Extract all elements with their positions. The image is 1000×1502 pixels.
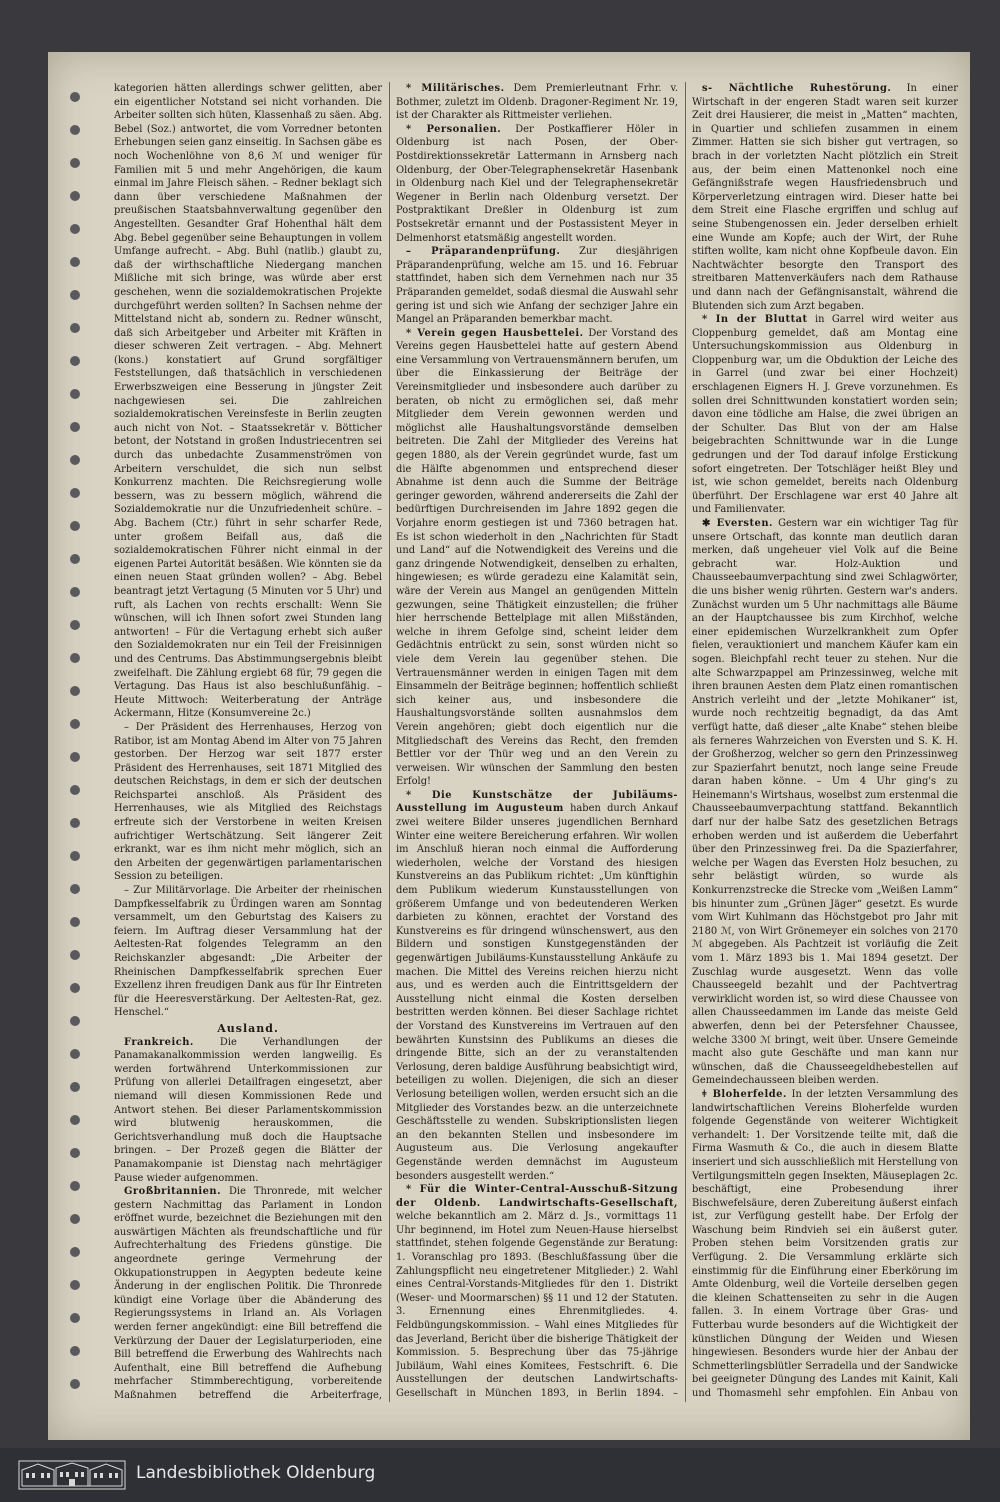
binding-hole [70,785,80,795]
article-heading: * Die Kunstschätze der Jubiläums-Ausstellung im Augusteum [396,789,678,815]
binding-hole [70,1280,80,1290]
article-text: – Zur Militärvorlage. Die Arbeiter der rheinischen Dampfkesselfabrik zu Ürdingen waren am Sonntag versammelt, um den Geburtstag des Kaisers zu feiern. Im Auftrag dieser Versammlung hat der Aeltesten-Rat folgendes Telegramm an den Reichskanzler abgesandt: „Die Arbeiter der Rheinischen Dampfkesselfabrik sprechen Euer Exzellenz ihren freudigen Dank aus für Ihr Eintreten für die Heeresverstärkung. Der Aeltesten-Rat, gez. Henschel.“ [114,885,382,1019]
binding-hole [70,1346,80,1356]
binding-hole [70,488,80,498]
article-heading: * Militärisches. [406,83,505,94]
column-rule [685,82,686,1402]
binding-hole [70,290,80,300]
article-text: Der Vorstand des Vereins gegen Hausbettelei hatte auf gestern Abend eine Versammlung von Vertrauensmännern berufen, um über die Einkassierung der Beiträge der Vereinsmitglieder und insbesondere auch darüber zu beraten, ob nicht zu ermöglichen sei, daß mehr Mitglieder dem Verein gewonnen werden und möglichst alle Haushaltungsvorstände demselben beitreten. Die Zahl der Mitglieder des Vereins hat gegen 1880, als der Verein gegründet wurde, fast um die Hälfte abgenommen und entsprechend dieser Abnahme ist denn auch die Summe der Beiträge geringer geworden, während andererseits die Zahl der bedürftigen Durchreisenden im Jahre 1892 gegen die Vorjahre enorm gestiegen ist und 7360 betragen hat. Es ist schon wiederholt in den „Nachrichten für Stadt und Land“ auf die Notwendigkeit des Vereins und die ganz dringende Notwendigkeit, denselben zu erhalten, hingewiesen; es würde geradezu eine Kalamität sein, wäre der Verein aus Mangel an genügenden Mitteln gezwungen, seine Thätigkeit einzustellen; die früher hier herrschende Bettelplage mit allen Mißständen, welche in ihrem Gefolge sind, scheint leider dem Gedächtnis entrückt zu sein, sonst würden nicht so viele dem Verein lau gegenüber stehen. Die Vertrauensmänner werden in einigen Tagen mit dem Einsammeln der Beiträge beginnen; hoffentlich schließt sich keiner aus, und insbesondere die Haushaltungsvorstände sollten ausnahmslos dem Verein angehören; giebt doch eigentlich nur die Mitgliedschaft des Vereins das Recht, den fremden Bettler vor der Thür weg und an den Verein zu verweisen. Wir wünschen der Sammlung den besten Erfolg! [396,327,678,788]
binding-hole [70,1214,80,1224]
binding-hole [70,620,80,630]
binding-hole [70,1049,80,1059]
article-heading: s- Nächtliche Ruhestörung. [702,83,892,94]
binding-hole [70,818,80,828]
binding-hole [70,554,80,564]
binding-hole [70,1115,80,1125]
binding-hole [70,1016,80,1026]
binding-hole [70,1148,80,1158]
binding-hole [70,521,80,531]
binding-hole [70,389,80,399]
article-text: In der letzten Versammlung des landwirtschaftlichen Vereins Bloherfelde wurden folgende Gegenstände von weiterer Wichtigkeit verhandelt: 1. Der Vorsitzende teilte mit, daß die Firma Wasmuth & Co., die auch in diesem Blatte inseriert und sich ausschließlich mit Herstellung von Vertilgungsmitteln gegen Insekten, Mäuseplagen 2c. beschäftigt, eine Probesendung ihrer Bischwefelsäure, deren Zubereitung äußerst einfach ist, zur Verfügung gestellt habe. Der Erfolg der Waschung beim Rindvieh sei ein äußerst guter. Proben stehen beim Vorsitzenden gratis zur Verfügung. 2. Die Versammlung erklärte sich einstimmig für die Einführung einer Eberkörung im Amte Oldenburg, weil die Vorteile derselben gegen die kleinen Schattenseiten zu sehr in die Augen fallen. 3. In einem Vortrage über Gras- und Futterbau wurde besonders auf die Wichtigkeit der künstlichen Düngung der Weiden und Wiesen hingewiesen. Besonders wurde hier der Anbau der Schmetterlingsblütler Serradella und der Sandwicke bei geeigneter Düngung des Landes mit Kainit, Kali und Thomasmehl sehr empfohlen. Ein Anbau von [692,1088,958,1399]
article-heading: * Für die Winter-Central-Ausschuß-Sitzung der Oldenb. Landwirtschafts-Gesellschaft, [396,1184,678,1209]
binding-hole [70,587,80,597]
article [396,123,678,245]
article-text: kategorien hätten allerdings schwer gelitten, aber ein eigentlicher Notstand sei nicht vorhanden. Die Arbeiter sollten sich hüten, Klassenhaß zu säen. Abg. Bebel (Soz.) antwortet, die vom Vorredner betonten Erhebungen seien ganz einseitig. In Sachsen gäbe es noch Wochenlöhne von 8,6 ℳ und weniger für Familien mit 5 und mehr Angehörigen, die kaum einmal im Jahre Fleisch sähen. – Redner beklagt sich dann über verschiedene Maßnahmen der preußischen Staatsbahnverwaltung gegenüber den Angestellten. Gesandter Graf Hohenthal hält dem Abg. Bebel gegenüber seine Behauptungen in vollem Umfange aufrecht. – Abg. Buhl (natlib.) glaubt zu, daß der wirthschaftliche Niedergang manchen Mißliche mit sich bringe, was würde aber erst geschehen, wenn die sozialdemokratischen Projekte durchgeführt werden sollten? In Sachsen nehme der Mittelstand nicht ab, sondern zu. Redner wünscht, daß sich Arbeitgeber und Arbeiter mit Kräften in dieser schweren Zeit vertragen. – Abg. Mehnert (kons.) konstatiert auf Grund sorgfältiger Feststellungen, daß thatsächlich in verschiedenen Erwerbszweigen eine Besserung in jüngster Zeit nachgewiesen sei. Die zahlreichen sozialdemokratischen Vereinsfeste in Berlin zeugten auch nicht von Not. – Staatssekretär v. Bötticher betont, der Notstand in großen Industriecentren sei durch das unbedachte Zusammenströmen von Arbeitern verschuldet, die sich nun selbst Konkurrenz machten. Die Reichsregierung wolle bessern, was zu bessern möglich, während die Sozialdemokratie nur die Unzufriedenheit schüre. – Abg. Bachem (Ctr.) führt in sehr scharfer Rede, unter großem Beifall aus, daß die sozialdemokratischen Führer nicht einmal in der eigenen Partei Autorität besäßen. Wie könnten sie da einen neuen Staat gründen wollen? – Abg. Bebel beantragt jetzt Vertagung (5 Minuten vor 5 Uhr) und ruft, als Lachen von rechts erschallt: Wenn Sie wünschen, will ich Ihnen sofort zwei Stunden lang antworten! – Für die Vertagung erhebt sich außer den Sozialdemokraten nur ein Teil der Freisinnigen und des Centrums. Das Abstimmungsergebnis bleibt zweifelhaft. Die Zählung ergiebt 68 für, 79 gegen die Vertagung. Das Haus ist also beschlußunfähig. – Heute Mittwoch: Weiterberatung der Anträge Ackermann, Hitze (Konsumvereine 2c.) [114,83,382,720]
article-heading: ✱ Eversten. [702,518,773,529]
binding-hole [70,1082,80,1092]
binding-hole [70,1379,80,1389]
binding-hole [70,257,80,267]
article-text: haben durch Ankauf zwei weitere Bilder unseres jugendlichen Bernhard Winter eine weitere Bereicherung erfahren. Wir wollen im Anschluß hieran noch einmal die Aufforderung wiederholen, welche der Vorstand des hiesigen Kunstvereins an das Publikum richtet: „Um künftighin dem Publikum wiederum Kunstausstellungen von größerem Umfange und von bedeutenderen Werken darbieten zu können, erachtet der Vorstand des Kunstvereins es für dringend wünschenswert, aus den Bildern und sonstigen Kunstgegenständen der gegenwärtigen Jubiläums-Kunstausstellung Ankäufe zu machen. Die Mittel des Vereins reichen hierzu nicht aus, und es werden auch die Eintrittsgeldern der Ausstellung nicht einmal die Kosten derselben bestritten werden können. Bei dieser Sachlage richtet der Vorstand des Kunstvereins im Vertrauen auf den bewährten Kunstsinn des Publikums an dieses die dringende Bitte, sich an der zu veranstaltenden Verlosung, deren baldige Ausführung beabsichtigt wird, beteiligen zu wollen. Diejenigen, die sich an dieser Verlosung beteiligen wollen, werden ersucht sich an die Mitglieder des Vorstandes bezw. an die unterzeichnete Geschäftsstelle zu wenden. Subskriptionslisten liegen an den bekannten Stellen und insbesondere im Augusteum aus. Die Verlosung angekaufter Gegenstände werden demnächst im Augusteum besonders ausgestellt werden.“ [396,803,678,1182]
article-heading: * Personalien. [406,123,502,135]
article-text: Der Postkaffierer Höler in Oldenburg ist nach Posen, der Ober-Postdirektionssekretär Lattermann in Arnsberg nach Oldenburg, der Ober-Telegraphensekretär Hasenbank in Oldenburg nach Kiel und der Telegraphensekretär Wegener in Berlin nach Oldenburg versetzt. Der Postpraktikant Dreßler in Oldenburg ist zum Postsekretär ernannt und der Postassistent Meyer in Delmenhorst etatsmäßig angestellt worden. [396,123,678,244]
binding-hole [70,950,80,960]
article-text: Die Verhandlungen der Panamakanalkommission werden langweilig. Es werden fortwährend Unterkommissionen zur Prüfung von allerlei Detailfragen eingesetzt, aber niemand will diesen Kommissionen Rede und Antwort stehen. Bei dieser Parlamentskommission wird blutwenig herauskommen, die Gerichtsverhandlung muß doch die Hauptsache bringen. – Der Prozeß gegen die Blätter der Panamakompanie ist Dienstag nach mehrtägiger Pause wieder aufgenommen. [114,1036,382,1184]
binding-hole [70,851,80,861]
binding-hole [70,191,80,201]
article [692,1088,958,1402]
library-name: Landesbibliothek Oldenburg [136,1463,376,1483]
binding-hole [70,92,80,102]
article [396,789,678,1183]
article-text: in Garrel wird weiter aus Cloppenburg gemeldet, daß am Montag eine Untersuchungskommission aus Oldenburg in Cloppenburg war, um die Obduktion der Leiche des in Garrel (und zwar bei einer Hochzeit) erschlagenen Eigners H. J. Greve vorzunehmen. Es sollen drei Schnittwunden konstatiert worden sein; davon eine tödliche am Halse, die zwei übrigen an der Schulter. Das Blut von der am Halse beigebrachten Schnittwunde war in die Lunge gedrungen und der Tod darauf infolge Erstickung sofort eingetreten. Der Totschläger heißt Bley und ist, wie schon gemeldet, bereits nach Oldenburg überführt. Der Erschlagene war erst 40 Jahre alt und Familienvater. [692,314,958,516]
article [114,1036,382,1186]
article [114,1185,382,1402]
article [396,245,678,327]
binding-hole [70,686,80,696]
column-3 [692,82,958,1402]
article-text: Dem Premierleutnant Frhr. v. Bothmer, zuletzt im Oldenb. Dragoner-Regiment Nr. 19, ist der Charakter als Rittmeister verliehen. [396,83,678,122]
article [692,313,958,517]
article-heading: ǂ Bloherfelde. [702,1088,787,1100]
article [396,82,678,123]
article-text: welche bekanntlich am 2. März d. Js., vormittags 11 Uhr beginnend, im Hotel zum Neuen-Hause hierselbst stattfindet, stehen folgende Gegenstände zur Beratung: 1. Voranschlag pro 1893. (Beschlußfassung über die Zahlungspflicht neu eingetretener Mitglieder.) 2. Wahl eines Central-Vorstands-Mitgliedes für den 1. Distrikt (Weser- und Moormarschen) §§ 11 und 12 der Statuten. 3. Ernennung eines Ehrenmitgliedes. 4. Feldbüngungskommission. – Wahl eines Mitgliedes für das Jeverland, Bericht über die bisherige Thätigkeit der Kommission. 5. Besprechung über das 75-jährige Jubiläum, Wahl eines Komitees, Festschrift. 6. Die Ausstellungen der deutschen Landwirtschafts-Gesellschaft in München 1893, in Berlin 1894. – [396,1211,678,1399]
column-1 [114,82,382,1402]
binding-hole [70,719,80,729]
library-building-icon [18,1460,126,1490]
article-text: Zur diesjährigen Präparandenprüfung, welche am 15. und 16. Februar stattfindet, haben sich dem Vernehmen nach nur 35 Präparanden gemeldet, sodaß diesmal die Auswahl sehr gering ist und sich wie Anfang der sechziger Jahre ein Mangel an Präparanden bemerkbar macht. [396,246,678,326]
binding-hole [70,455,80,465]
viewer-footer [0,1448,1000,1502]
article-heading: Frankreich. [124,1036,194,1048]
binding-hole [70,125,80,135]
article [396,327,678,789]
binding-hole [70,983,80,993]
article-text: Die Thronrede, mit welcher gestern Nachmittag das Parlament in London eröffnet wurde, bezeichnet die Beziehungen mit den auswärtigen Mächten als freundschaftliche und für Aufrechterhaltung des Friedens günstige. Die angeordnete geringe Vermehrung der Okkupationstruppen in Aegypten bedeute keine Änderung in der englischen Politik. Die Thronrede kündigt eine Vorlage über die Abänderung des Regierungssystems in Irland an. Als Vorlagen werden ferner angekündigt: eine Bill betreffend die Verkürzung der Dauer der Legislaturperioden, eine Bill betreffend die Erwerbung des Wahlrechts nach Aufenthalt, eine Bill betreffend die Aufhebung mehrfacher Stimmberechtigung, vorbereitende Maßnahmen betreffend die Arbeiterfrage, [114,1186,382,1401]
binding-hole [70,1247,80,1257]
binding-hole [70,752,80,762]
binding-hole [70,158,80,168]
article-heading: Großbritannien. [124,1186,222,1198]
column-rule [389,82,390,1402]
article-text: – Der Präsident des Herrenhauses, Herzog von Ratibor, ist am Montag Abend im Alter von 75 Jahren gestorben. Der Herzog war seit 1877 erster Präsident des Herrenhauses, seit 1871 Mitglied des deutschen Reichstags, in dem er sich der deutschen Reichspartei anschloß. Als Präsident des Herrenhauses, wie als Mitglied des Reichstags erfreute sich der Verstorbene in weiten Kreisen aufrichtiger Wertschätzung. Seit längerer Zeit erkrankt, war es ihm nicht mehr möglich, sich an den Arbeiten der gegenwärtigen parlamentarischen Session zu beteiligen. [114,721,382,883]
column-2 [396,82,678,1402]
section-heading: Ausland. [217,1021,279,1035]
binding-hole [70,422,80,432]
article-heading: * Verein gegen Hausbettelei. [406,327,584,339]
binding-hole [70,1313,80,1323]
article-text: Gestern war ein wichtiger Tag für unsere Ortschaft, das konnte man deutlich daran merken, daß ungeheuer viel Volk auf die Beine gebracht war. Holz-Auktion und Chausseebaumverpachtung sind zwei Schlagwörter, die uns bisher wenig rührten. Gestern war's anders. Zunächst wurden um 5 Uhr nachmittags alle Bäume an der Hauptchaussee bis zum Kirchhof, welche einer epidemischen Wurzelkrankheit zum Opfer fielen, verauktioniert und manchem Käufer kam ein sogen. Bleichpfahl recht teuer zu stehen. Nur die alte Schwarzpappel am Prinzessinweg, welche mit ihren braunen Aesten dem Platz einen romantischen Anstrich verleiht und der „letzte Mohikaner“ ist, wurde noch rechtzeitig begnadigt, da das Amt verfügt hatte, daß dieser „alte Knabe“ stehen bleibe als ferneres Wahrzeichen von Eversten und S. K. H. der Großherzog, welcher so gern den Prinzessinweg zur Spazierfahrt benutzt, noch lange seine Freude daran haben könne. – Um 4 Uhr ging's zu Heinemann's Wirtshaus, woselbst zum erstenmal die Chausseebaumverpachtung stattfand. Bekanntlich darf nur der halbe Satz des gesetzlichen Betrags erhoben werden und ist außerdem die Ueberfahrt über den Prinzessinweg frei. Da die Spazierfahrer, welche per Wagen das Eversten Holz besuchen, zu sehr belästigt würden, so wurde als Konkurrenzstrecke die Strecke vom „Weißen Lamm“ bis hinunter zum „Grünen Jäger“ gesetzt. Es wurde vom Wirt Kuhlmann das Höchstgebot pro Jahr mit 2180 ℳ, von Wirt Grönemeyer ein solches von 2170 ℳ abgegeben. Als Pachtzeit ist vorläufig die Zeit vom 1. März 1893 bis 1. Mai 1894 gesetzt. Der Zuschlag wurde ausgesetzt. Wenn das volle Chausseegeld bezahlt und der Pachtvertrag verwirklicht worden ist, so wird diese Chaussee von allen Chausseedammen im Lande das meiste Geld abwerfen, denn bei der Petersfehner Chaussee, welche 3300 ℳ bringt, weit über. Unsere Gemeinde macht also gute Geschäfte und man kann nur wünschen, daß die Chausseegeldhebestellen auf Gemeindechausseen bleiben werden. [692,518,958,1087]
article [692,517,958,1088]
article-heading: – Präparandenprüfung. [406,246,561,258]
binding-hole [70,1181,80,1191]
binding-hole [70,356,80,366]
article-heading: * In der Bluttat [702,314,808,326]
binding-hole [70,917,80,927]
binding-hole [70,884,80,894]
binding-hole [70,323,80,333]
binding-hole [70,653,80,663]
article [396,1183,678,1402]
article [692,82,958,313]
newspaper-page [48,52,970,1440]
binding-hole [70,224,80,234]
article-text: In einer Wirtschaft in der engeren Stadt waren seit kurzer Zeit drei Hausierer, die meist in „Matten“ machten, in Quartier und schliefen zusammen in einem Zimmer. Hatten sie sich bisher gut vertragen, so brach in der vorletzten Nacht plötzlich ein Streit aus, der beim einen Mattenonkel noch eine Gefängnißstrafe wegen Hausfriedensbruch und Körperverletzung eintragen wird. Dieser hatte bei dem Streit eine Flasche ergriffen und schlug auf seine Stubengenossen ein. Jeder derselben erhielt eine Wunde am Kopfe; auch der Wirt, der Ruhe stiften wollte, kam nicht ohne Kopfbeule davon. Ein Nachtwächter besorgte den Transport des streitbaren Mattenverkäufers nach dem Rathause und dann nach der Gefängnisanstalt, während die Blutenden sich zum Arzt begaben. [692,83,958,312]
